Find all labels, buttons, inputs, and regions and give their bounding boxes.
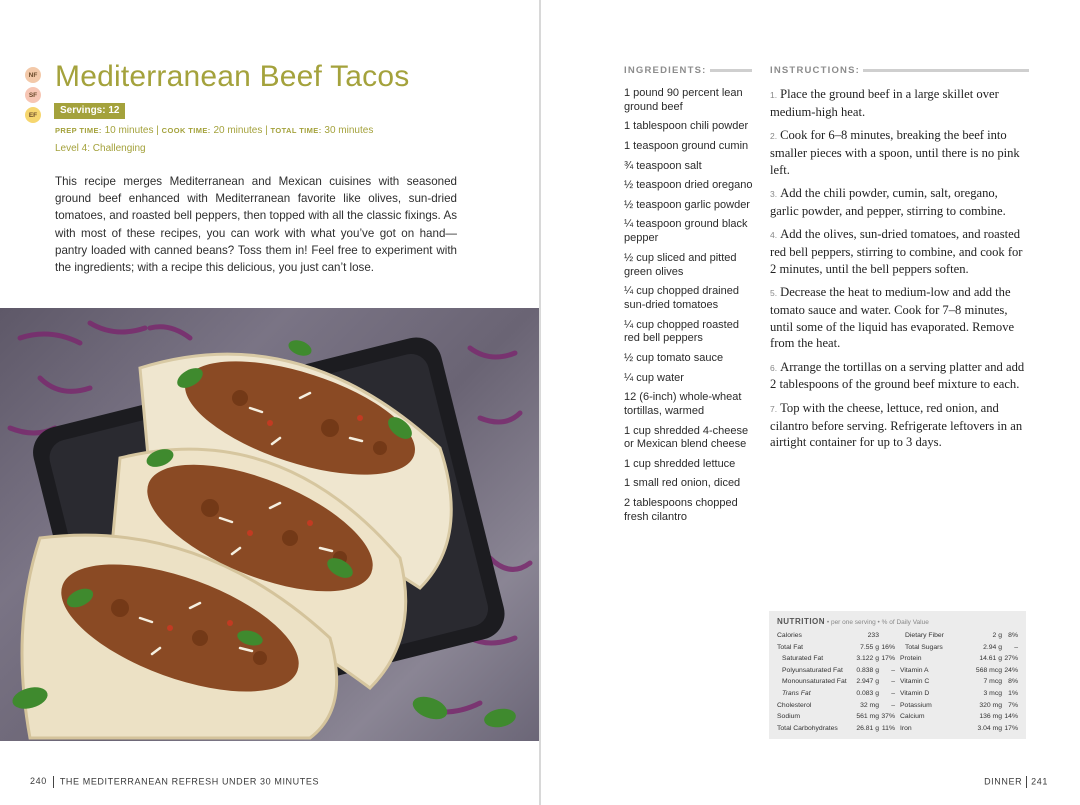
recipe-title: Mediterranean Beef Tacos [55, 60, 410, 93]
nutrient-amount: 0.083 g [856, 689, 879, 697]
nutrient-name: Cholesterol [777, 701, 812, 709]
prep-time-value: 10 minutes [104, 125, 154, 136]
nutrition-row [900, 665, 1018, 677]
nutrient-name: Total Carbohydrates [777, 724, 838, 732]
nutrient-percent: 7% [1008, 701, 1018, 709]
nutrition-row [777, 665, 895, 677]
nutrient-name: Vitamin C [900, 678, 930, 686]
nutrition-row [777, 711, 895, 723]
nutrient-amount: 32 mg [860, 701, 879, 709]
nutrient-percent: 14% [1004, 713, 1018, 721]
badge-sf: SF [25, 87, 41, 103]
nutrition-row [777, 688, 895, 700]
nutrition-panel [769, 611, 1026, 739]
nutrient-amount: 561 mg [856, 713, 879, 721]
servings-badge: Servings: 12 [54, 103, 125, 119]
ingredient-item: ¼ cup chopped drained sun-dried tomatoes [624, 285, 739, 311]
step-number: 1. [770, 90, 778, 100]
nutrition-subtitle: • per one serving • % of Daily Value [825, 619, 929, 626]
instructions-heading-text: INSTRUCTIONS: [770, 65, 861, 76]
ingredient-item: ½ teaspoon dried oregano [624, 179, 753, 192]
difficulty-level: Level 4: Challenging [55, 143, 146, 154]
nutrient-amount: 2 g [992, 632, 1002, 639]
step-text: Place the ground beef in a large skillet over medium-high heat. [770, 87, 999, 119]
nutrition-row [900, 653, 1018, 665]
nutrition-row [900, 630, 1018, 642]
nutrient-percent: – [891, 701, 895, 709]
instruction-step [770, 127, 1026, 178]
step-text: Add the olives, sun-dried tomatoes, and roasted red bell peppers, stirring to combine, and cook for 2 minutes, until the bell peppers soften. [770, 227, 1023, 276]
ingredient-item: 1 pound 90 percent lean ground beef [624, 87, 743, 113]
nutrition-title: NUTRITION [777, 617, 826, 626]
step-text: Add the chili powder, cumin, salt, oregano, garlic powder, and pepper, stirring to combine. [770, 185, 1006, 218]
book-title: THE MEDITERRANEAN REFRESH UNDER 30 MINUTES [59, 776, 320, 787]
nutrient-amount: 3 mcg [983, 689, 1002, 697]
badge-nf: NF [25, 67, 41, 83]
right-page [541, 0, 1080, 805]
step-number: 4. [770, 230, 778, 241]
nutrient-percent [879, 630, 895, 642]
total-time-label: TOTAL TIME: [270, 126, 322, 135]
dietary-badges [25, 67, 41, 127]
nutrient-amount: 3.04 mg [977, 724, 1002, 732]
ingredient-item: 1 cup shredded 4-cheese or Mexican blend cheese [624, 424, 749, 451]
step-number: 5. [770, 287, 778, 298]
heading-rule [710, 69, 752, 72]
nutrient-amount: 0.838 g [856, 666, 879, 674]
nutrient-percent: 16% [881, 643, 895, 651]
step-number: 6. [770, 362, 778, 373]
page-number-right: 241 [1031, 776, 1048, 787]
page-number-left: 240 [30, 776, 47, 787]
heading-rule [863, 69, 1029, 72]
nutrient-name: Dietary Fiber [905, 632, 944, 639]
ingredients-heading-text: INGREDIENTS: [624, 65, 707, 76]
nutrient-percent: – [891, 666, 895, 674]
nutrition-column-right [900, 630, 1018, 734]
nutrient-amount: 14.61 g [979, 655, 1002, 663]
ingredient-item: ½ cup sliced and pitted green olives [624, 251, 737, 278]
time-separator: | [156, 125, 159, 136]
nutrient-name: Monounsaturated Fat [782, 678, 847, 686]
nutrition-row [900, 700, 1018, 712]
ingredients-heading [624, 65, 752, 76]
instruction-step [770, 359, 1026, 394]
ingredient-item: ½ cup tomato sauce [624, 351, 724, 364]
nutrition-column-left [777, 630, 895, 734]
nutrient-name: Potassium [900, 701, 932, 709]
nutrition-row [777, 723, 895, 735]
instruction-step [770, 226, 1026, 277]
nutrient-name: Calcium [900, 713, 925, 721]
left-page [0, 0, 539, 805]
ingredient-item: 12 (6-inch) whole-wheat tortillas, warmed [624, 391, 742, 417]
nutrition-row [900, 723, 1018, 735]
nutrition-heading [777, 617, 1018, 626]
nutrient-name: Iron [900, 724, 912, 732]
ingredient-item: 1 tablespoon chili powder [624, 120, 749, 133]
nutrient-name: Protein [900, 655, 922, 663]
nutrient-amount: 320 mg [979, 701, 1002, 709]
nutrition-row [900, 711, 1018, 723]
nutrient-name: Vitamin D [900, 689, 930, 697]
nutrition-row [777, 700, 895, 712]
ingredient-item: ½ teaspoon garlic powder [624, 198, 750, 211]
ingredient-item: 1 small red onion, diced [624, 477, 741, 490]
instruction-step [770, 400, 1026, 451]
instruction-step [770, 185, 1026, 220]
step-number: 7. [770, 403, 778, 414]
nutrient-amount: 136 mg [979, 713, 1002, 721]
nutrient-name: Saturated Fat [782, 655, 824, 663]
nutrient-amount: 233 [867, 632, 879, 639]
instructions-list [770, 86, 1026, 458]
nutrient-amount: 568 mcg [975, 666, 1002, 674]
nutrient-percent: – [891, 678, 895, 686]
nutrient-amount: 26.81 g [856, 724, 879, 732]
cook-time-value: 20 minutes [213, 125, 263, 136]
section-name: DINNER [984, 776, 1023, 787]
tacos-photo-illustration [0, 308, 539, 741]
nutrient-amount: 3.122 g [856, 655, 879, 663]
prep-time-label: PREP TIME: [55, 126, 102, 135]
step-text: Decrease the heat to medium-low and add the tomato sauce and water. Cook for 7–8 minutes, until some of the liquid has evaporated. Remove from the heat. [770, 284, 1015, 351]
nutrition-row [777, 642, 895, 654]
total-time-value: 30 minutes [324, 125, 374, 136]
nutrition-row [900, 676, 1018, 688]
footer-left [30, 776, 319, 788]
step-number: 3. [770, 188, 778, 199]
footer-right [984, 776, 1048, 788]
nutrition-row [777, 676, 895, 688]
cook-time-label: COOK TIME: [161, 126, 211, 135]
nutrient-percent: 17% [881, 655, 895, 663]
nutrient-name: Total Fat [777, 643, 804, 651]
instructions-heading [770, 65, 1029, 76]
recipe-intro: This recipe merges Mediterranean and Mexican cuisines with seasoned ground beef enhanced with Mediterranean favorite like olives, sun-dried tomatoes, and roasted bell peppers, then topped with all the classic fixings. As with most of these recipes, you can work with what you’ve got on hand—pantry loaded with canned beans? Toss them in! Feel free to experiment with the ingredients; with a recipe this delicious, you just can’t lose. [55, 175, 457, 275]
ingredient-item: ¼ cup chopped roasted red bell peppers [624, 318, 739, 345]
time-separator: | [265, 125, 268, 136]
nutrient-name: Calories [777, 632, 802, 639]
step-text: Cook for 6–8 minutes, breaking the beef into smaller pieces with a spoon, until there is no pink left. [770, 128, 1020, 177]
nutrient-name: Vitamin A [900, 666, 929, 674]
ingredient-item: 1 teaspoon ground cumin [624, 139, 749, 152]
step-text: Arrange the tortillas on a serving platter and add 2 tablespoons of the ground beef mixture to each. [770, 359, 1025, 392]
nutrition-row [900, 688, 1018, 700]
nutrient-percent: 37% [881, 713, 895, 721]
step-number: 2. [770, 131, 778, 142]
nutrition-row [777, 630, 895, 642]
ingredient-item: 1 cup shredded lettuce [624, 457, 736, 470]
nutrient-name: Polyunsaturated Fat [782, 666, 843, 674]
nutrition-row [900, 642, 1018, 654]
badge-ef: EF [25, 107, 41, 123]
nutrition-row [777, 653, 895, 665]
nutrient-percent: 1% [1008, 689, 1018, 697]
step-text: Top with the cheese, lettuce, red onion, and cilantro before serving. Refrigerate leftovers in an airtight container for up to 3 days. [770, 400, 1023, 450]
nutrient-percent: 17% [1004, 724, 1018, 732]
nutrient-percent: 8% [1008, 632, 1018, 639]
nutrient-amount: 7.55 g [860, 643, 879, 651]
nutrition-columns [777, 630, 1018, 734]
recipe-times [55, 125, 373, 136]
nutrient-name: Trans Fat [782, 689, 811, 697]
instruction-step [770, 86, 1026, 121]
ingredients-list [624, 87, 756, 530]
nutrient-percent: 11% [881, 724, 895, 732]
nutrient-amount: 2.947 g [856, 678, 879, 686]
nutrient-name: Total Sugars [905, 643, 943, 651]
ingredient-item: 2 tablespoons chopped fresh cilantro [624, 497, 738, 523]
nutrient-amount: 7 mcg [983, 678, 1002, 686]
footer-separator [53, 776, 54, 788]
nutrient-percent: 24% [1004, 666, 1018, 674]
ingredient-item: ¾ teaspoon salt [624, 159, 702, 172]
tacos-photo [0, 308, 539, 741]
nutrient-name: Sodium [777, 713, 801, 721]
nutrient-percent: – [1014, 643, 1018, 651]
instruction-step [770, 284, 1026, 352]
nutrient-percent: – [891, 689, 895, 697]
footer-separator [1026, 776, 1027, 788]
ingredient-item: ¼ cup water [624, 371, 684, 384]
nutrient-amount: 2.94 g [983, 643, 1002, 651]
ingredient-item: ¼ teaspoon ground black pepper [624, 218, 748, 245]
nutrient-percent: 27% [1004, 655, 1018, 663]
nutrient-percent: 8% [1008, 678, 1018, 686]
